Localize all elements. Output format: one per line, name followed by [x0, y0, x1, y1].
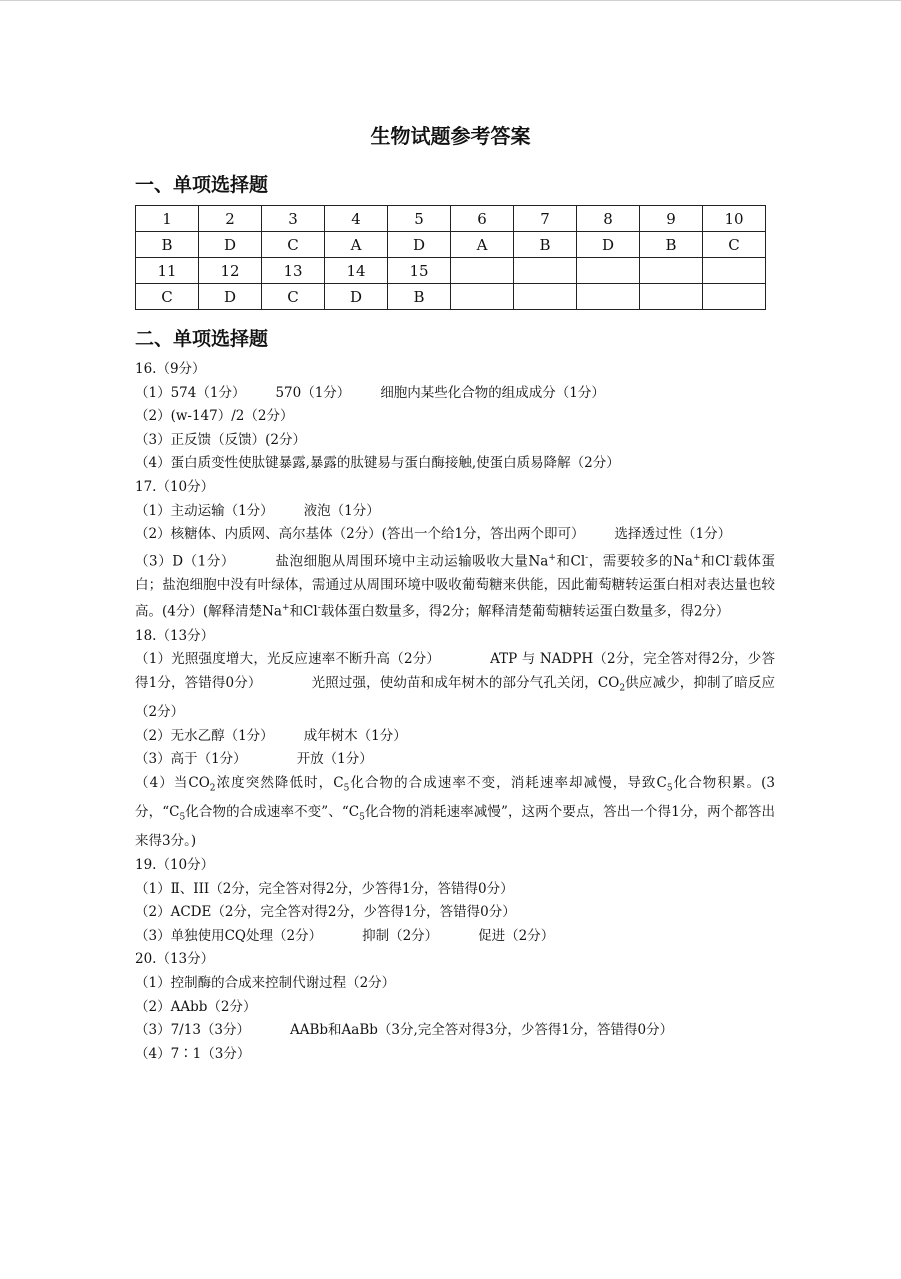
table-cell — [514, 258, 577, 284]
table-cell: D — [388, 232, 451, 258]
question-17-heading: 17.（10分） — [135, 478, 215, 495]
q17-a3-part8: 载体蛋白数量多，得2分；解释清楚葡萄糖转运蛋白数量多，得2分） — [320, 603, 730, 620]
table-cell — [451, 284, 514, 310]
table-cell: 7 — [514, 206, 577, 232]
q17-a3-part2: 盐泡细胞从周围环境中主动运输吸收大量Na — [274, 553, 549, 570]
q20-answer-1: （1）控制酶的合成来控制代谢过程（2分） — [135, 974, 396, 991]
superscript-plus: + — [548, 552, 556, 563]
q18-a3-part2: 开放（1分） — [296, 751, 373, 768]
q18-answer-4 — [135, 772, 775, 854]
table-cell: C — [136, 284, 199, 310]
table-cell: 8 — [577, 206, 640, 232]
superscript-minus: - — [729, 552, 733, 563]
table-row — [136, 258, 766, 284]
superscript-plus: + — [692, 552, 701, 563]
q18-a2-part2: 成年树木（1分） — [303, 727, 407, 744]
q18-a4-part2: 浓度突然降低时，C — [215, 774, 344, 791]
q16-a1-part3: 细胞内某些化合物的组成成分（1分） — [380, 384, 605, 401]
q18-a4-part6: 化合物的消耗速率减慢”，这两个要点，答出一个得1分，两个都答出来得3分。) — [135, 804, 775, 850]
subscript-5: 5 — [179, 812, 186, 823]
table-row — [136, 206, 766, 232]
q17-answer-2 — [135, 523, 775, 547]
page-title: 生物试题参考答案 — [370, 124, 531, 148]
table-cell: C — [262, 232, 325, 258]
subscript-2: 2 — [619, 683, 626, 694]
table-cell: 6 — [451, 206, 514, 232]
table-cell: 1 — [136, 206, 199, 232]
q16-answer-1 — [135, 382, 775, 406]
table-cell: D — [199, 232, 262, 258]
q17-answer-1 — [135, 500, 775, 524]
subscript-5: 5 — [343, 783, 350, 794]
table-row — [136, 284, 766, 310]
q18-a4-part3: 化合物的合成速率不变，消耗速率却减慢，导致C — [349, 774, 667, 791]
q20-a3-part2: AABb和AaBb（3分,完全答对得3分，少答得1分，答错得0分） — [290, 1022, 674, 1039]
q18-answer-2 — [135, 725, 775, 749]
section-heading-2: 二、单项选择题 — [135, 328, 269, 350]
table-cell: D — [325, 284, 388, 310]
table-cell — [577, 284, 640, 310]
q16-answer-3: （3）正反馈（反馈）(2分） — [135, 431, 306, 448]
q17-a3-part4: ，需要较多的Na — [588, 553, 693, 570]
q16-a1-part1: （1）574（1分） — [135, 384, 246, 401]
q16-answer-4: （4）蛋白质变性使肽键暴露,暴露的肽键易与蛋白酶接触,使蛋白质易降解（2分） — [135, 455, 620, 472]
table-cell — [577, 258, 640, 284]
q17-a2-part1: （2）核糖体、内质网、高尔基体（2分）(答出一个给1分，答出两个即可） — [135, 526, 585, 543]
q18-a1-part3: 光照过强，使幼苗和成年树木的部分气孔关闭，CO — [311, 674, 620, 691]
table-cell: A — [451, 232, 514, 258]
q19-a3-part1: （3）单独使用CQ处理（2分） — [135, 927, 323, 944]
table-cell: C — [262, 284, 325, 310]
table-cell — [703, 258, 766, 284]
table-cell: C — [703, 232, 766, 258]
section-heading-1: 一、单项选择题 — [135, 174, 269, 196]
table-cell: B — [640, 232, 703, 258]
superscript-minus: - — [585, 552, 589, 563]
q17-a3-part6: 载体蛋白；盐泡细胞中没有叶绿体，需通过从周围环境中吸收葡萄糖来供能，因此葡萄糖转运蛋白相对表达量也较高。(4分）(解释清楚Na — [135, 553, 775, 620]
table-cell: D — [199, 284, 262, 310]
table-cell: 11 — [136, 258, 199, 284]
q17-a3-part7: 和Cl — [289, 603, 318, 620]
q18-a4-part5: 化合物的合成速率不变”、“C — [185, 804, 360, 821]
q17-a2-part2: 选择透过性（1分） — [614, 526, 732, 543]
q18-answer-1 — [135, 648, 775, 724]
q18-a3-part1: （3）高于（1分） — [135, 751, 247, 768]
table-cell — [451, 258, 514, 284]
subscript-5: 5 — [359, 812, 365, 823]
q18-a2-part1: （2）无水乙醇（1分） — [135, 727, 274, 744]
q17-a1-part2: 液泡（1分） — [303, 502, 380, 519]
answer-table — [135, 205, 766, 310]
q18-a1-part2: ATP 与 NADPH（2分，完全答对得2分，少答得1分，答错得0分） — [135, 651, 775, 691]
q19-a3-part3: 促进（2分） — [478, 927, 555, 944]
q20-answer-4: （4）7∶1（3分） — [135, 1045, 251, 1062]
table-cell: A — [325, 232, 388, 258]
table-cell: 14 — [325, 258, 388, 284]
table-cell: 13 — [262, 258, 325, 284]
q18-answer-3 — [135, 748, 775, 772]
q19-answer-1: （1）Ⅱ、III（2分，完全答对得2分，少答得1分，答错得0分） — [135, 880, 514, 897]
q17-answer-3 — [135, 547, 775, 625]
q18-a4-part4: 化合物积累。(3分，“C — [135, 774, 775, 821]
table-cell: B — [136, 232, 199, 258]
table-cell: 10 — [703, 206, 766, 232]
table-cell: 12 — [199, 258, 262, 284]
table-cell: B — [514, 232, 577, 258]
table-cell — [640, 284, 703, 310]
table-cell: D — [577, 232, 640, 258]
q17-a1-part1: （1）主动运输（1分） — [135, 502, 274, 519]
q16-a1-part2: 570（1分） — [275, 384, 351, 401]
superscript-plus: + — [281, 603, 290, 614]
table-cell: B — [388, 284, 451, 310]
table-cell: 5 — [388, 206, 451, 232]
superscript-minus: - — [317, 603, 321, 614]
table-cell: 9 — [640, 206, 703, 232]
q16-answer-2: （2）(w-147）/2（2分） — [135, 408, 294, 425]
table-cell: 3 — [262, 206, 325, 232]
table-cell — [514, 284, 577, 310]
subscript-5: 5 — [666, 783, 673, 794]
answer-body — [135, 358, 775, 1066]
question-19-heading: 19.（10分） — [135, 856, 215, 873]
table-cell: 15 — [388, 258, 451, 284]
q17-a3-part3: 和Cl — [555, 553, 586, 570]
q19-answer-3 — [135, 925, 775, 949]
q20-a3-part1: （3）7/13（3分） — [135, 1022, 250, 1039]
q20-answer-3 — [135, 1019, 775, 1043]
question-16-heading: 16.（9分） — [135, 361, 206, 377]
q18-a1-part4: 供应减少，抑制了暗反应（2分） — [135, 674, 775, 720]
question-18-heading: 18.（13分） — [135, 627, 215, 644]
table-cell — [640, 258, 703, 284]
table-cell: 4 — [325, 206, 388, 232]
top-border — [0, 0, 901, 1]
q18-a4-part1: （4）当CO — [135, 774, 210, 791]
table-row — [136, 232, 766, 258]
q20-answer-2: （2）AAbb（2分） — [135, 998, 257, 1015]
q17-a3-part1: （3）D（1分） — [135, 553, 235, 570]
table-cell: 2 — [199, 206, 262, 232]
q18-a1-part1: （1）光照强度增大，光反应速率不断升高（2分） — [135, 651, 441, 668]
q17-a3-part5: 和Cl — [700, 553, 730, 570]
question-20-heading: 20.（13分） — [135, 951, 215, 968]
table-cell — [703, 284, 766, 310]
subscript-2: 2 — [209, 783, 216, 794]
q19-a3-part2: 抑制（2分） — [362, 927, 439, 944]
q19-answer-2: （2）ACDE（2分，完全答对得2分，少答得1分，答错得0分） — [135, 904, 516, 921]
